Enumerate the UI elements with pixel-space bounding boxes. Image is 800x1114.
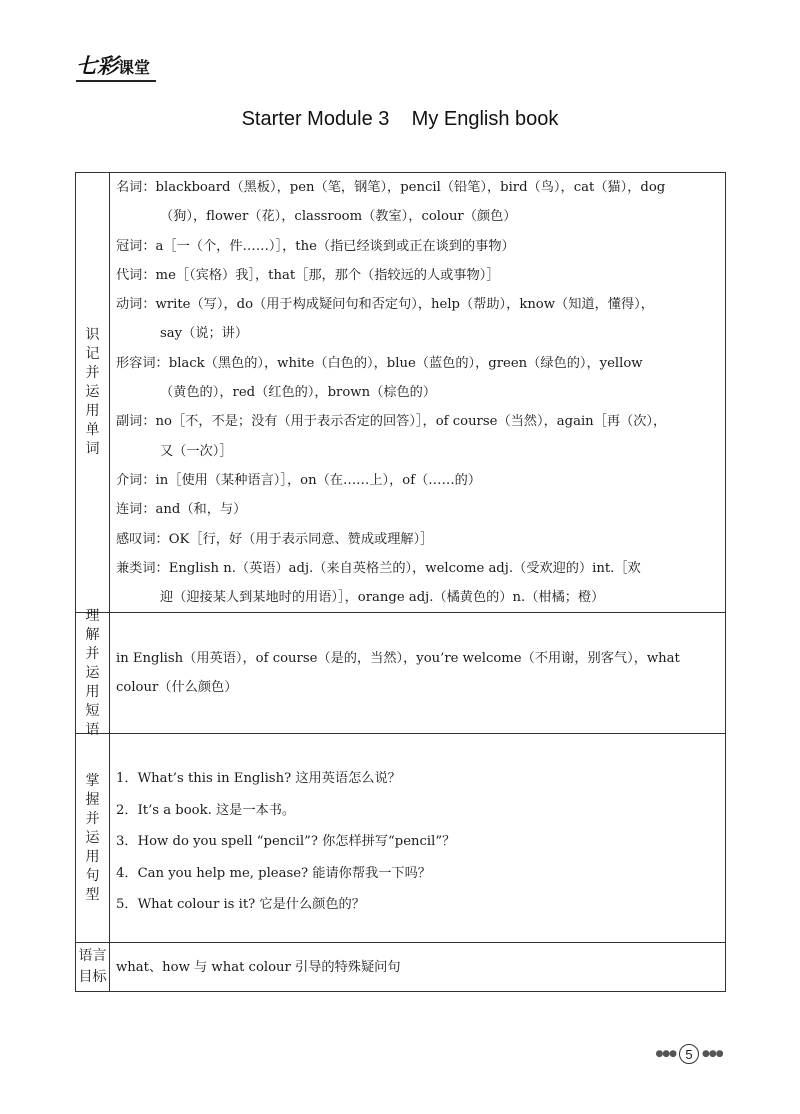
phrase-label: 理解并运用短语 xyxy=(85,607,100,738)
goal-label-line2: 目标 xyxy=(78,969,107,985)
vocab-label: 识记并运用单词 xyxy=(85,327,100,457)
vocab-lines xyxy=(116,173,719,612)
goal-label-line1: 语言 xyxy=(78,948,107,964)
phrase-line: in English（用英语），of course（是的，当然），you’re welcome（不用谢，别客气），what xyxy=(116,651,680,666)
vocab-line: 名词：blackboard（黑板），pen（笔，钢笔），pencil（铅笔），bird（鸟），cat（猫），dog xyxy=(116,180,666,195)
vocab-line: 连词：and（和，与） xyxy=(116,502,247,518)
phrase-row xyxy=(76,607,725,738)
vocab-line: 介词：in［使用（某种语言）］，on（在……上），of（……的） xyxy=(116,472,482,488)
pattern-line: 2．It’s a book. 这是一本书。 xyxy=(116,802,296,818)
pattern-label: 掌握并运用句型 xyxy=(85,772,100,903)
vocab-line: （黄色的），red（红色的），brown（棕色的） xyxy=(160,385,437,401)
vocab-line: 冠词：a［一（个，件……）］，the（指已经谈到或正在谈到的事物） xyxy=(116,238,515,254)
vocab-line: say（说；讲） xyxy=(160,326,249,342)
vocab-line: 迎（迎接某人到某地时的用语）］，orange adj.（橘黄色的）n.（柑橘；橙） xyxy=(160,590,605,606)
pattern-content xyxy=(110,734,725,942)
phrase-label-cell xyxy=(76,607,110,738)
summary-table xyxy=(75,172,726,992)
page-title: Starter Module 3 My English book xyxy=(241,108,559,130)
goal-content xyxy=(110,943,725,991)
vocab-label-cell xyxy=(76,173,110,612)
vocab-line: 又（一次）］ xyxy=(160,443,233,459)
pattern-label-cell xyxy=(76,734,110,942)
vocab-line: （狗），flower（花），classroom（教室），colour（颜色） xyxy=(160,209,517,225)
phrase-line: colour（什么颜色） xyxy=(116,680,238,695)
goal-row xyxy=(76,943,725,991)
logo-sub: 课堂 xyxy=(118,58,151,77)
vocab-line: 副词：no［不，不是；没有（用于表示否定的回答）］，of course（当然），again［再（次）， xyxy=(116,414,667,430)
dots-left-icon: ●●● xyxy=(655,1049,676,1059)
page-number-badge xyxy=(654,1043,724,1065)
vocab-content xyxy=(110,173,725,612)
pattern-row xyxy=(76,734,725,943)
logo-underline xyxy=(76,80,156,82)
vocab-line: 兼类词：English n.（英语）adj.（来自英格兰的），welcome adj.（受欢迎的）int.［欢 xyxy=(116,560,641,576)
phrase-content xyxy=(110,613,725,733)
dots-right-icon: ●●● xyxy=(702,1049,723,1059)
vocab-line: 形容词：black（黑色的），white（白色的），blue（蓝色的），green（绿色的），yellow xyxy=(116,355,643,371)
vocab-line: 感叹词：OK［行，好（用于表示同意、赞成或理解）］ xyxy=(116,531,434,547)
pattern-line: 5．What colour is it? 它是什么颜色的？ xyxy=(116,897,365,912)
page-number: 5 xyxy=(679,1044,699,1064)
goal-label-cell xyxy=(76,943,110,991)
publisher-logo xyxy=(76,50,150,80)
vocab-line: 动词：write（写），do（用于构成疑问句和否定句），help（帮助），know（知道，懂得）， xyxy=(116,297,654,313)
pattern-line: 4．Can you help me, please? 能请你帮我一下吗？ xyxy=(116,865,431,881)
pattern-line: 1．What’s this in English? 这用英语怎么说？ xyxy=(116,771,401,786)
vocab-row xyxy=(76,173,725,613)
logo-main: 七彩 xyxy=(76,54,118,78)
pattern-line: 3．How do you spell “pencil”? 你怎样拼写“pencil”？ xyxy=(116,834,456,849)
goal-label xyxy=(79,946,107,988)
vocab-line: 代词：me［（宾格）我］，that［那，那个（指较远的人或事物）］ xyxy=(116,267,500,283)
goal-text: what、how 与 what colour 引导的特殊疑问句 xyxy=(116,960,401,975)
